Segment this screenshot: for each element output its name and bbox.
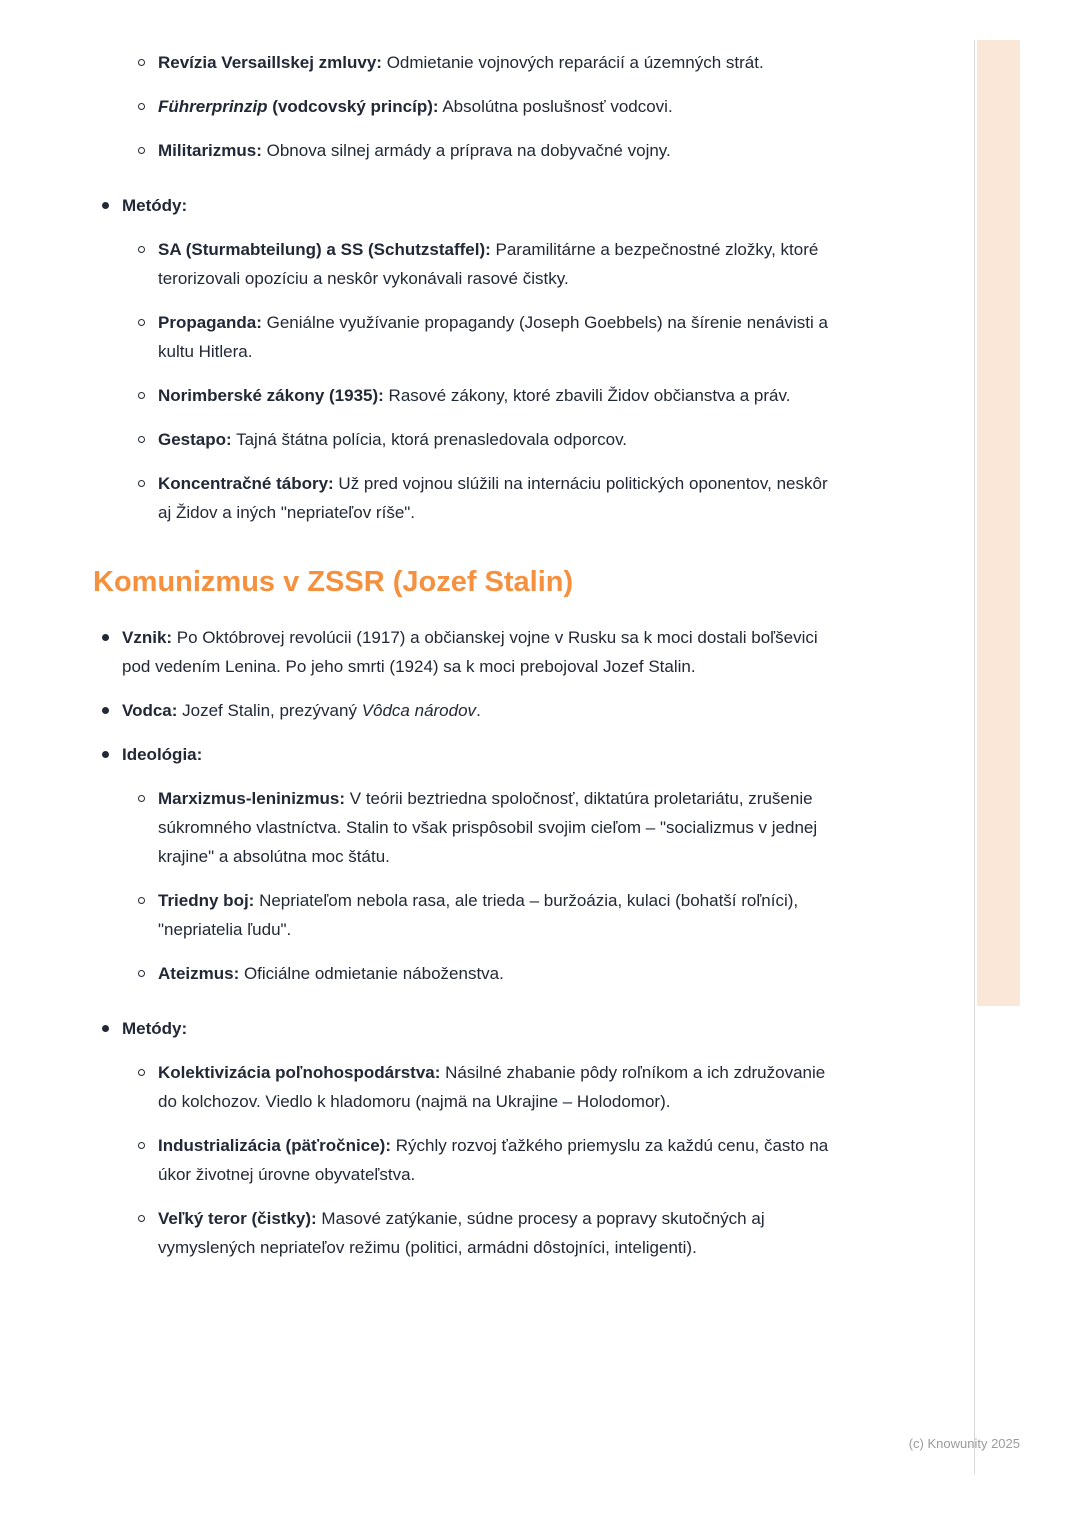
bullet-circle-icon xyxy=(138,897,145,904)
bullet-circle-icon xyxy=(138,1215,145,1222)
bullet-disc-icon xyxy=(102,634,109,641)
document-content xyxy=(93,48,830,1262)
list-item xyxy=(129,1058,830,1116)
bullet-circle-icon xyxy=(138,147,145,154)
list-item-text: Veľký teror (čistky): Masové zatýkanie, súdne procesy a popravy skutočných aj vymyslených nepriateľov režimu (politici, armádni dôstojníci, inteligenti). xyxy=(158,1209,765,1257)
bullet-circle-icon xyxy=(138,246,145,253)
list-item-text: Propaganda: Geniálne využívanie propagandy (Joseph Goebbels) na šírenie nenávisti a kultu Hitlera. xyxy=(158,313,828,361)
bullet-circle-icon xyxy=(138,392,145,399)
list-item-text: Koncentračné tábory: Už pred vojnou slúžili na internáciu politických oponentov, neskôr aj Židov a iných "nepriateľov ríše". xyxy=(158,474,828,522)
list-item xyxy=(129,1204,830,1262)
bullet-circle-icon xyxy=(138,319,145,326)
list-item-text: Kolektivizácia poľnohospodárstva: Násilné zhabanie pôdy roľníkom a ich združovanie do kolchozov. Viedlo k hladomoru (najmä na Ukrajine – Holodomor). xyxy=(158,1063,826,1111)
list-item-text: Vznik: Po Októbrovej revolúcii (1917) a občianskej vojne v Rusku sa k moci dostali boľševici pod vedením Lenina. Po jeho smrti (1924) sa k moci prebojoval Jozef Stalin. xyxy=(122,628,818,676)
bullet-circle-icon xyxy=(138,795,145,802)
bullet-circle-icon xyxy=(138,103,145,110)
list-item-text: Marxizmus-leninizmus: V teórii beztriedna spoločnosť, diktatúra proletariátu, zrušenie súkromného vlastníctva. Stalin to však prispôsobil svojim cieľom – "socializmus v jednej krajine" a absolútna moc štátu. xyxy=(158,789,818,866)
page-side-stripe xyxy=(977,40,1020,1006)
list-item xyxy=(93,696,830,725)
bullet-circle-icon xyxy=(138,1142,145,1149)
list-item-text: Gestapo: Tajná štátna polícia, ktorá prenasledovala odporcov. xyxy=(158,430,628,449)
bullet-disc-icon xyxy=(102,202,109,209)
list-item xyxy=(93,740,830,769)
bullet-circle-icon xyxy=(138,480,145,487)
list-item xyxy=(93,191,830,220)
bullet-disc-icon xyxy=(102,707,109,714)
list-item xyxy=(129,92,830,121)
bullet-circle-icon xyxy=(138,436,145,443)
list-item xyxy=(129,425,830,454)
list-item xyxy=(129,136,830,165)
watermark: (c) Knowunity 2025 xyxy=(908,1436,1020,1451)
list-item xyxy=(129,1131,830,1189)
bullet-circle-icon xyxy=(138,1069,145,1076)
list-item-text: SA (Sturmabteilung) a SS (Schutzstaffel): Paramilitárne a bezpečnostné zložky, ktoré terorizovali opozíciu a neskôr vykonávali rasové čistky. xyxy=(158,240,819,288)
list-item-text: Metódy: xyxy=(122,196,188,215)
list-item xyxy=(129,381,830,410)
list-item-text: Vodca: Jozef Stalin, prezývaný Vôdca národov. xyxy=(122,701,481,720)
list-item xyxy=(93,623,830,681)
list-item-text: Triedny boj: Nepriateľom nebola rasa, ale trieda – buržoázia, kulaci (bohatší roľníci), "nepriatelia ľudu". xyxy=(158,891,799,939)
section-heading: Komunizmus v ZSSR (Jozef Stalin) xyxy=(93,566,574,598)
list-item-text: Führerprinzip (vodcovský princíp): Absolútna poslušnosť vodcovi. xyxy=(158,97,673,116)
list-item xyxy=(129,886,830,944)
page-margin-line xyxy=(974,40,975,1474)
list-item xyxy=(129,48,830,77)
list-item-text: Metódy: xyxy=(122,1019,188,1038)
list-item xyxy=(129,784,830,871)
list-item-text: Ideológia: xyxy=(122,745,203,764)
list-item-text: Ateizmus: Oficiálne odmietanie náboženstva. xyxy=(158,964,504,983)
list-item-text: Militarizmus: Obnova silnej armády a príprava na dobyvačné vojny. xyxy=(158,141,671,160)
list-item-text: Industrializácia (päťročnice): Rýchly rozvoj ťažkého priemyslu za každú cenu, často na úkor životnej úrovne obyvateľstva. xyxy=(158,1136,829,1184)
list-item xyxy=(129,235,830,293)
bullet-disc-icon xyxy=(102,1025,109,1032)
bullet-circle-icon xyxy=(138,59,145,66)
bullet-circle-icon xyxy=(138,970,145,977)
list-item-text: Norimberské zákony (1935): Rasové zákony, ktoré zbavili Židov občianstva a práv. xyxy=(158,386,791,405)
list-item-text: Revízia Versaillskej zmluvy: Odmietanie vojnových reparácií a územných strát. xyxy=(158,53,764,72)
bullet-disc-icon xyxy=(102,751,109,758)
list-item xyxy=(129,469,830,527)
list-item xyxy=(129,959,830,988)
list-item xyxy=(93,1014,830,1043)
list-item xyxy=(129,308,830,366)
